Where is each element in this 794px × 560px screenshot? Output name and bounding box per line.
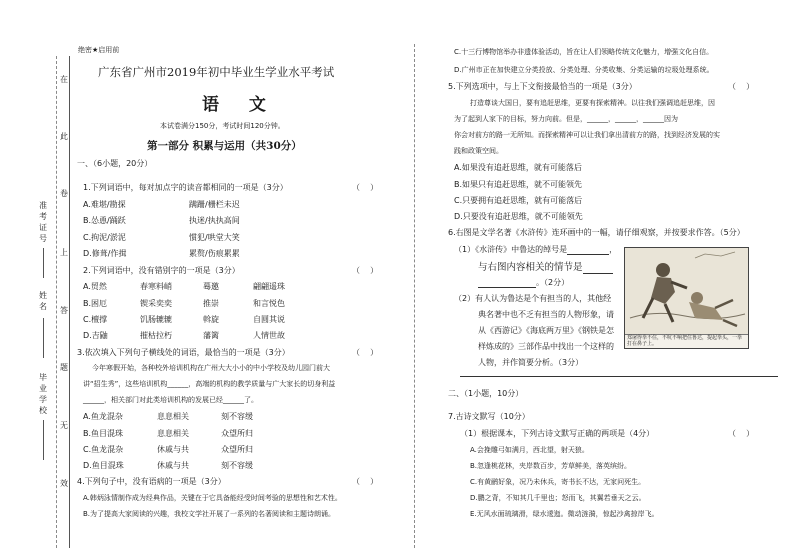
- option-label: 众望所归: [221, 429, 253, 438]
- option-label: 和言悦色: [253, 299, 285, 308]
- option-label: 推崇: [203, 299, 219, 308]
- answer-paren[interactable]: （ ）: [352, 348, 379, 357]
- sub-question-line: 人物，并作简要分析。（3分）: [478, 358, 584, 367]
- option-label: 众望所归: [221, 445, 253, 454]
- school-blank[interactable]: [43, 420, 44, 460]
- option-label: A.贸然: [83, 282, 107, 291]
- option-label: 休戚与共: [157, 461, 189, 470]
- option-label: 饥肠辘辘: [140, 315, 172, 324]
- option-label: C.只要拥有追赶思维，就有可能落后: [454, 196, 583, 205]
- option-label: B.鱼目混珠: [83, 429, 124, 438]
- secret-label: 绝密★启用前: [78, 46, 120, 54]
- question-stem: 1.下列词语中，每对加点字的读音都相同的一项是（3分）: [83, 183, 288, 192]
- question-stem: 7.古诗文默写（10分）: [448, 412, 530, 421]
- option-label: 春寒料峭: [140, 282, 172, 291]
- option-label: B.如果只有追赶思维，就不可能领先: [454, 180, 583, 189]
- option-label: 刻不容缓: [221, 461, 253, 470]
- option-label: 藩篱: [203, 331, 219, 340]
- blank-line: 。（2分）: [478, 278, 569, 288]
- answer-blank[interactable]: [478, 287, 536, 288]
- answer-paren[interactable]: （ ）: [352, 477, 379, 486]
- option-label: C.拘泥/淤泥: [83, 233, 126, 242]
- option-label: A.难堪/勘探: [83, 200, 126, 209]
- part-title: 第一部分 积累与运用（共30分）: [147, 140, 302, 152]
- option-label: D.修葺/作揖: [83, 249, 127, 258]
- sub-question-line: 从《西游记》《海底两万里》《钢铁是怎: [478, 326, 614, 335]
- option-label: C.檀撑: [83, 315, 108, 324]
- passage-line: 今年寒假开始，各种校外培训机构在广州大大小小的中小学校及幼儿园门前大: [92, 364, 330, 372]
- name-blank[interactable]: [43, 318, 44, 358]
- option-label: E.无风水面琉璃滑，绿水逶迤。微动涟漪，惊起沙禽掠岸飞。: [470, 510, 659, 518]
- name-label: 姓名: [39, 291, 47, 311]
- option-label: 累赘/伤痕累累: [189, 249, 240, 258]
- illustration-caption: 郑屠得拳不住，不吭不响把住鲁达，提起拳头，一拳打在鼻子上。: [625, 334, 748, 348]
- passage-line: 讲“招生秀”，这些培训机构______，高端的机构的教学质量与广大家长的切身利益: [83, 380, 336, 388]
- option-label: A.会挽雕弓如满月，西北望，射天狼。: [470, 446, 589, 454]
- answer-paren[interactable]: （ ）: [728, 82, 755, 91]
- column-divider: [414, 44, 415, 548]
- question-stem: 5.下列选项中，与上下文衔接最恰当的一项是（3分）: [448, 82, 637, 91]
- option-label: 惯犯/哄堂大笑: [189, 233, 240, 242]
- binding-solid-line: [69, 56, 70, 548]
- option-label: 蓦邀: [203, 282, 219, 291]
- sub-question-line: 与右图内容相关的情节是: [478, 262, 613, 274]
- question-stem: 4.下列句子中，没有语病的一项是（3分）: [77, 477, 226, 486]
- option-label: C.十三行博物馆举办非遗体验活动，旨在让人们领略传统文化魅力，增强文化自信。: [454, 48, 714, 56]
- decor-char: 效: [60, 479, 68, 488]
- water-margin-illustration: [624, 247, 749, 349]
- decor-char: 卷: [60, 189, 68, 198]
- section-heading: 二、（1小题，10分）: [448, 389, 524, 398]
- school-label: 毕业学校: [39, 373, 47, 415]
- option-label: A.韩炳泳情制作成为经典作品，关键在于它具备能经受时间考验的思想性和艺术性。: [83, 494, 342, 502]
- question-stem: 2.下列词语中，没有错别字的一项是（3分）: [83, 266, 240, 275]
- sub-question-line: 典名著中也不乏有担当的人物形象，请: [478, 310, 614, 319]
- answer-blank[interactable]: [583, 273, 613, 274]
- option-label: C.鱼龙混杂: [83, 445, 124, 454]
- option-label: B.为了提高大家阅读的兴趣，我校文学社开展了一系列的名著阅读和主题诗朗诵。: [83, 510, 336, 518]
- option-label: B.困厄: [83, 299, 108, 308]
- option-label: D.鱼目混珠: [83, 461, 124, 470]
- option-label: D.吉鼬: [83, 331, 108, 340]
- decor-char: 上: [60, 248, 68, 257]
- question-stem: 3.依次填入下列句子横线处的词语，最恰当的一项是（3分）: [77, 348, 290, 357]
- option-label: 休戚与共: [157, 445, 189, 454]
- answer-paren[interactable]: （ ）: [352, 183, 379, 192]
- exam-instructions: 本试卷满分150分，考试时间120分钟。: [160, 122, 285, 130]
- decor-char: 在: [60, 75, 68, 84]
- passage-line: 践和政策空间。: [454, 147, 503, 155]
- option-label: B.忽逢桃花林，夹岸数百步，芳草鲜美，落英缤纷。: [470, 462, 632, 470]
- answer-paren[interactable]: （ ）: [728, 429, 755, 438]
- option-label: 锲采奕奕: [140, 299, 172, 308]
- decor-char: 无: [60, 421, 68, 430]
- option-label: 斡旋: [203, 315, 219, 324]
- subject-title: 语 文: [202, 95, 272, 115]
- passage-line: 打造尊谈大国日，要有追赶思维，更要有探索精神。以往我们强调追赶思维，因: [470, 99, 715, 107]
- decor-char: 答: [60, 306, 68, 315]
- sub-question-line: 样炼成的》三部作品中找出一个这样的: [478, 342, 614, 351]
- passage-line: ______，相关部门对此类培训机构的发展已经______了。: [83, 396, 258, 404]
- answer-line[interactable]: [460, 376, 778, 377]
- option-label: 息息相关: [157, 429, 189, 438]
- option-label: A.鱼龙混杂: [83, 412, 123, 421]
- exam-number-label: 准考证号: [39, 201, 47, 243]
- option-label: 刻不容缓: [221, 412, 253, 421]
- exam-title: 广东省广州市2019年初中毕业生学业水平考试: [98, 65, 335, 79]
- option-label: 蹒跚/栅栏未迟: [189, 200, 240, 209]
- option-label: D.只要没有追赶思维，就不可能领先: [454, 212, 583, 221]
- exam-number-blank[interactable]: [43, 248, 44, 278]
- decor-char: 此: [60, 132, 68, 141]
- option-label: 执迷/执执高间: [189, 216, 240, 225]
- option-label: 摧枯拉朽: [140, 331, 172, 340]
- option-label: C.有黄鹂好象，况乃未休兵，寄书长不达，无家问死生。: [470, 478, 646, 486]
- option-label: D.广州市正在加快建立分类投放、分类处理、分类收集、分类运输的垃圾处理系统。: [454, 66, 714, 74]
- sub-question: （2）有人认为鲁达是个有担当的人，其他经: [454, 294, 612, 303]
- passage-line: 你会对前方的路一无所知。而探索精神可以让我们拿出清前方的路，找到经济发展的实: [454, 131, 720, 139]
- sub-question: （1）《水浒传》中鲁达的绰号是 ，: [454, 245, 618, 254]
- decor-char: 题: [60, 363, 68, 372]
- option-label: 翩翩遥珠: [253, 282, 285, 291]
- option-label: 人情世故: [253, 331, 285, 340]
- option-label: A.如果没有追赶思维，就有可能落后: [454, 163, 582, 172]
- illustration-drawing: [625, 248, 748, 334]
- option-label: 息息相关: [157, 412, 189, 421]
- passage-line: 为了起到人家下的目标，努力向前。但是，______，______，______因为: [454, 115, 678, 123]
- binding-dashed-line: [56, 56, 57, 548]
- answer-blank[interactable]: [567, 254, 609, 255]
- question-stem: 6.右图是文学名著《水浒传》连环画中的一幅，请仔细观察，并按要求作答。（5分）: [448, 228, 745, 237]
- sub-question: （1）根据课本，下列古诗文默写正确的两项是（4分）: [460, 429, 655, 438]
- option-label: D.鹏之背，不知其几千里也；怒而飞，其翼若垂天之云。: [470, 494, 646, 502]
- option-label: B.怂恿/踊跃: [83, 216, 126, 225]
- option-label: 自圆其说: [253, 315, 285, 324]
- answer-paren[interactable]: （ ）: [352, 266, 379, 275]
- section-heading: 一、（6小题，20分）: [77, 159, 153, 168]
